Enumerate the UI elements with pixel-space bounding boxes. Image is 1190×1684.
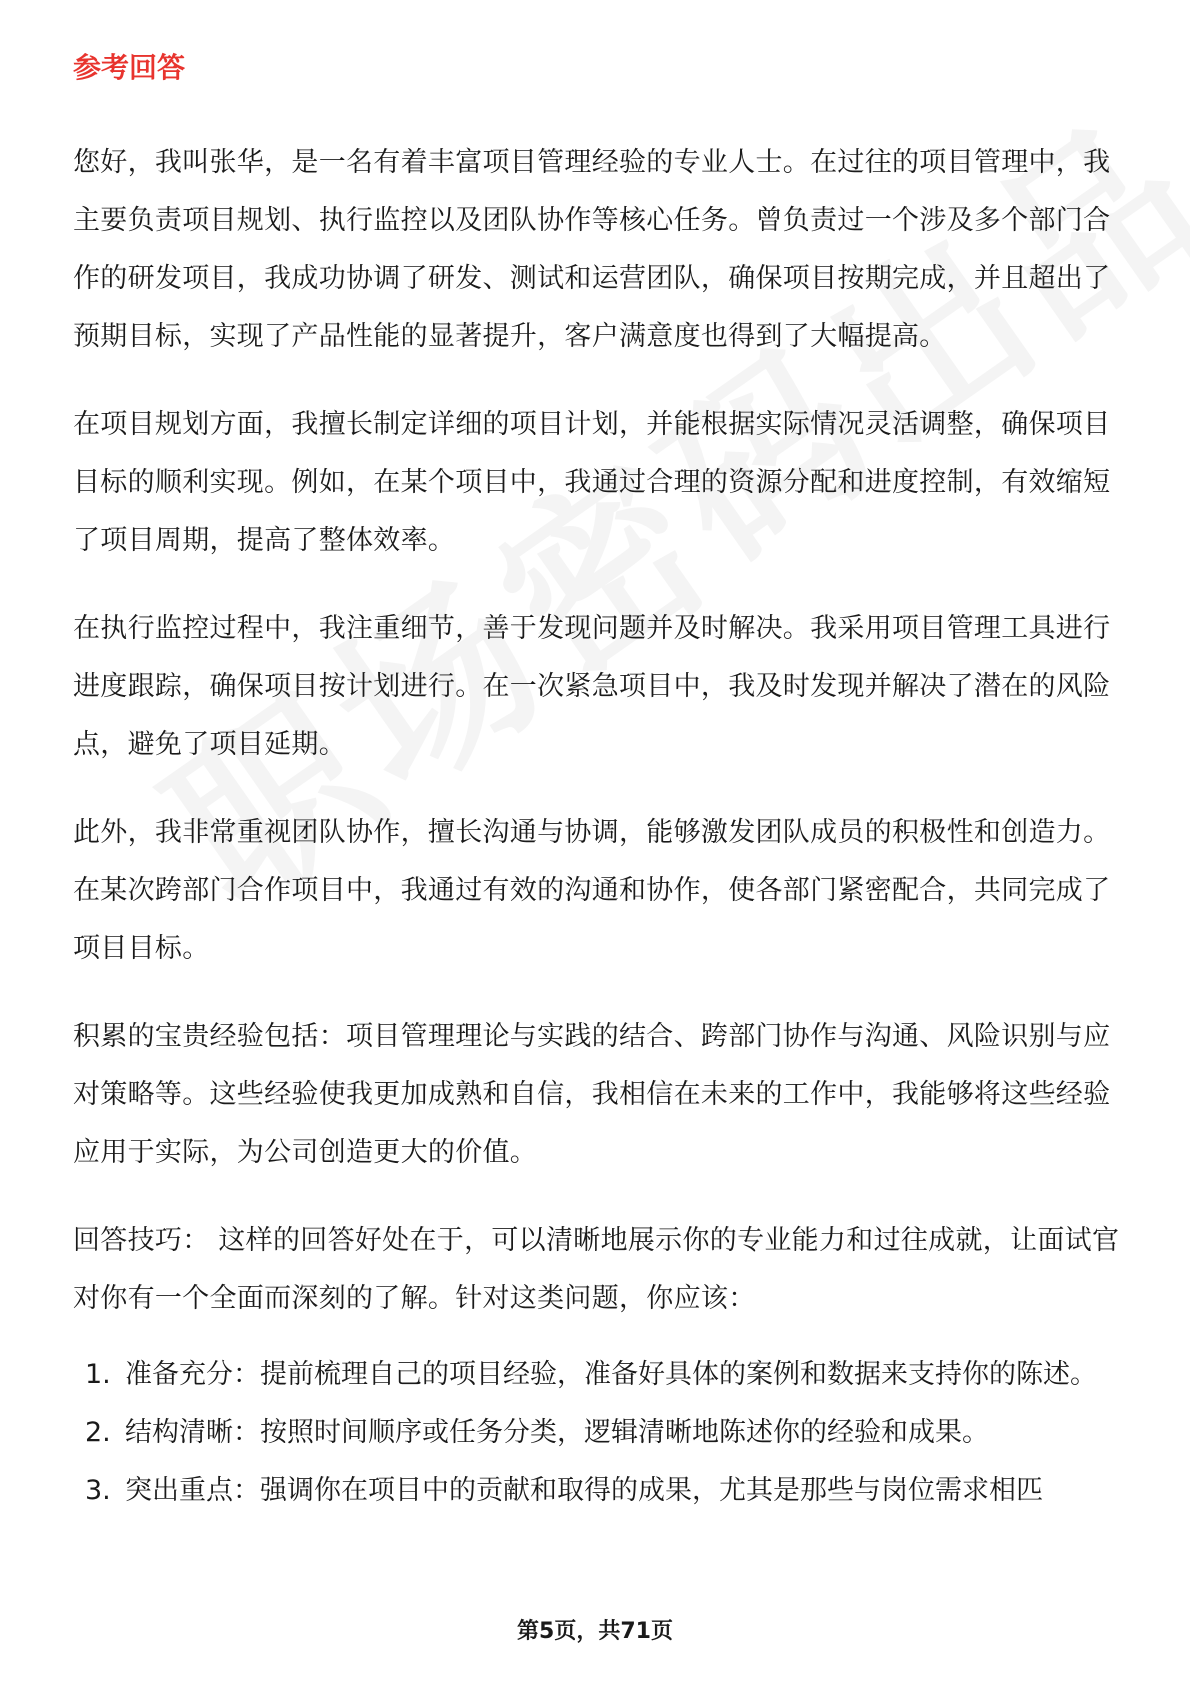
list-item [73,1346,1123,1404]
list-item-text: 结构清晰：按照时间顺序或任务分类，逻辑清晰地陈述你的经验和成果。 [125,1417,989,1448]
list-item [73,1462,1123,1520]
page-number: 第5页，共71页 [517,1619,673,1644]
paragraph-monitoring: 在执行监控过程中，我注重细节，善于发现问题并及时解决。我采用项目管理工具进行进度跟踪，确保项目按计划进行。在一次紧急项目中，我及时发现并解决了潜在的风险点，避免了项目延期。 [73,613,1111,760]
document-body [73,46,1123,1520]
tips-list [73,1346,1123,1520]
list-item-number: 2. [85,1417,111,1448]
list-item-text: 突出重点：强调你在项目中的贡献和取得的成果，尤其是那些与岗位需求相匹 [125,1475,1043,1506]
paragraph-teamwork: 此外，我非常重视团队协作，擅长沟通与协调，能够激发团队成员的积极性和创造力。在某次跨部门合作项目中，我通过有效的沟通和协作，使各部门紧密配合，共同完成了项目目标。 [73,817,1111,964]
paragraph-answer-tips: 回答技巧： 这样的回答好处在于，可以清晰地展示你的专业能力和过往成就，让面试官对你有一个全面而深刻的了解。针对这类问题，你应该： [73,1225,1120,1314]
paragraph-planning: 在项目规划方面，我擅长制定详细的项目计划，并能根据实际情况灵活调整，确保项目目标的顺利实现。例如，在某个项目中，我通过合理的资源分配和进度控制，有效缩短了项目周期，提高了整体效率。 [73,409,1111,556]
paragraph-experience: 积累的宝贵经验包括：项目管理理论与实践的结合、跨部门协作与沟通、风险识别与应对策略等。这些经验使我更加成熟和自信，我相信在未来的工作中，我能够将这些经验应用于实际，为公司创造更大的价值。 [73,1021,1111,1168]
list-item-text: 准备充分：提前梳理自己的项目经验，准备好具体的案例和数据来支持你的陈述。 [125,1359,1097,1390]
paragraph-intro: 您好，我叫张华，是一名有着丰富项目管理经验的专业人士。在过往的项目管理中，我主要负责项目规划、执行监控以及团队协作等核心任务。曾负责过一个涉及多个部门合作的研发项目，我成功协调了研发、测试和运营团队，确保项目按期完成，并且超出了预期目标，实现了产品性能的显著提升，客户满意度也得到了大幅提高。 [73,147,1111,352]
list-item [73,1404,1123,1462]
list-item-number: 1. [85,1359,111,1390]
section-title: 参考回答 [73,51,186,84]
list-item-number: 3. [85,1475,111,1506]
